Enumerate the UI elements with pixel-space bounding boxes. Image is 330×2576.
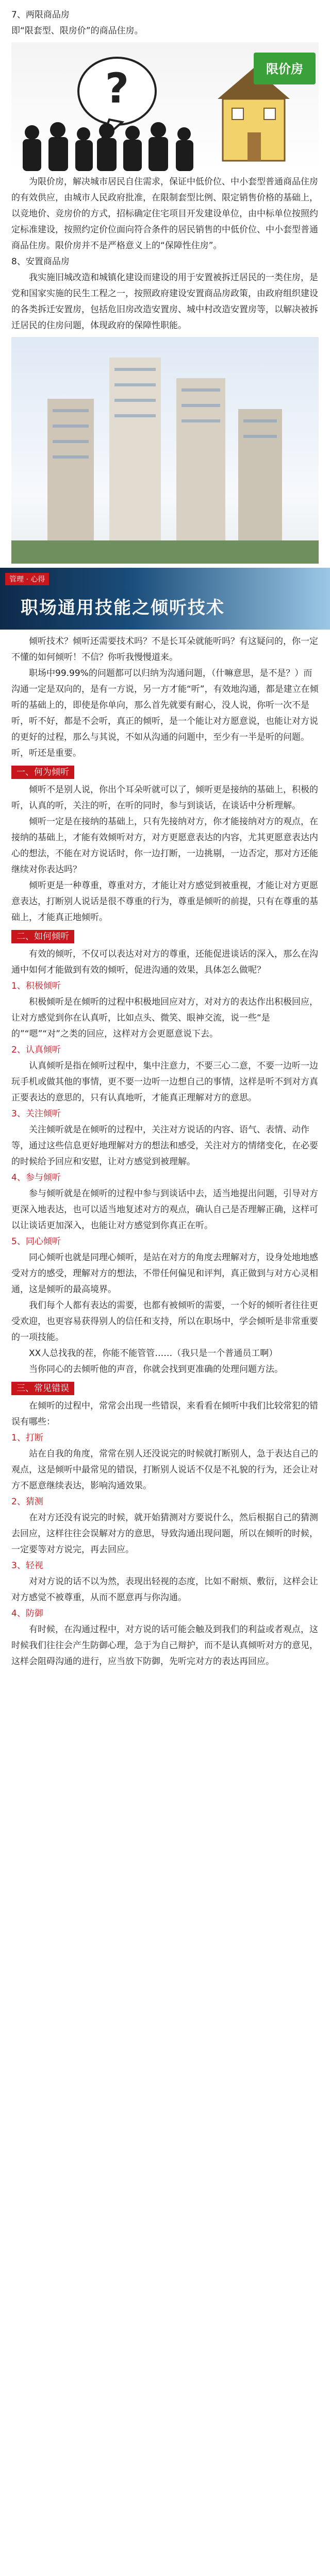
middle-paragraph-2: XX人总找我的茬，你能不能管管……（我只是一个普通员工啊） bbox=[29, 1348, 278, 1359]
section-2-sub-4-text: 参与倾听就是在倾听的过程中参与到谈话中去，适当地提出问题，引导对方更深入地表达，也可以适当地复述对方的观点，确认自己是否理解正确，这样可以让谈话更加深入，也能让对方感觉到你真正在听。 bbox=[11, 1189, 318, 1231]
section-8-text: 我实施旧城改造和城镇化建设而建设的用于安置被拆迁居民的一类住房，是党和国家实施的民生工程之一，按照政府建设安置商品房政策，由政府组织建设的各类拆迁安置房，包括危旧房改造安置房、城中村改造安置房等，以解决被拆迁居民的住房问题，体现政府的保障性职能。 bbox=[11, 273, 318, 331]
section-7-heading: 7、两限商品房 bbox=[11, 10, 70, 20]
section-3-sub-1: 1、打断 bbox=[11, 1433, 43, 1443]
middle-paragraph-3: 当你同心的去倾听他的声音，你就会找到更准确的处理问题方法。 bbox=[29, 1364, 283, 1375]
section-2-sub-1: 1、积极倾听 bbox=[11, 981, 61, 991]
section-7-description: 为限价房，解决城市居民自住需求，保证中低价位、中小套型普通商品住房的有效供应，由城市人民政府批准，在限制套型比例、限定销售价格的基础上，以竞地价、竞房价的方式，招标确定住宅项目开发建设单位，由中标单位按照约定标准建设，按照约定价位面向符合条件的居民销售的中低价位、中小套型普通商品住房。限价房并不是严格意义上的“保障性住房”。 bbox=[11, 177, 318, 251]
buildings-illustration-icon bbox=[11, 337, 319, 564]
price-limited-housing-illustration bbox=[11, 42, 319, 171]
section-2-sub-2: 2、认真倾听 bbox=[11, 1045, 61, 1055]
section-1-paragraph-3: 倾听更是一种尊重，尊重对方，才能让对方感觉到被重视，才能让对方更愿意表达，打断别人说话是很不尊重的行为，尊重是倾听的前提，只有在尊重的基础上，才能真正地倾听。 bbox=[11, 880, 318, 923]
section-2-heading: 二、如何倾听 bbox=[11, 930, 74, 943]
section-2-sub-3: 3、关注倾听 bbox=[11, 1109, 61, 1119]
section-3-sub-1-text: 站在自我的角度，常常在别人还没说完的时候就打断别人，急于表达自己的观点，这是倾听中最常见的错误，打断别人说话不仅是不礼貌的行为，还会让对方不愿意继续表达，影响沟通效果。 bbox=[11, 1449, 318, 1491]
section-3-sub-2-text: 在对方还没有说完的时候，就开始猜测对方要说什么，然后根据自己的猜测去回应，这样往往会误解对方的意思，导致沟通出现问题，所以在倾听的时候，一定要等对方说完，再去回应。 bbox=[11, 1513, 318, 1555]
section-1-paragraph-1: 倾听不是别人说，你出个耳朵听就可以了，倾听更是接纳的基础上，积极的听，认真的听，关注的听，在听的同时，参与到谈话，在谈话中分析理解。 bbox=[11, 785, 318, 811]
section-3-paragraph-1: 在倾听的过程中，常常会出现一些错误，来看看在倾听中我们比较常犯的错误有哪些： bbox=[11, 1401, 318, 1427]
question-mark: ? bbox=[105, 64, 129, 112]
section-3-sub-3: 3、轻视 bbox=[11, 1561, 43, 1571]
section-2-sub-4: 4、参与倾听 bbox=[11, 1173, 61, 1183]
section-8-heading: 8、安置商品房 bbox=[11, 257, 70, 267]
section-2-sub-3-text: 关注倾听就是在倾听的过程中，关注对方说话的内容、语气、表情、动作等，通过这些信息更好地理解对方的想法和感受，关注对方的情绪变化，在必要的时候给予回应和安慰，让对方感觉到被理解。 bbox=[11, 1125, 318, 1167]
section-2-sub-5-text: 同心倾听也就是同理心倾听，是站在对方的角度去理解对方，设身处地地感受对方的感受，理解对方的想法，不带任何偏见和评判，真正做到与对方心灵相通，这是倾听的最高境界。 bbox=[11, 1252, 318, 1295]
intro-paragraph-1: 倾听技术？倾听还需要技术吗？不是长耳朵就能听吗？有这疑问的，你一定不懂的如何倾听！不信？你听我慢慢道来。 bbox=[11, 636, 318, 663]
section-3-sub-3-text: 对对方说的话不以为然，表现出轻视的态度，比如不耐烦、敷衍，这样会让对方感觉不被尊重，从而不愿意再与你沟通。 bbox=[11, 1577, 318, 1603]
section-3-sub-4: 4、防御 bbox=[11, 1608, 43, 1619]
section-7-text: 即“限套型、限房价”的商品住房。 bbox=[11, 26, 143, 36]
section-2-sub-2-text: 认真倾听是指在倾听过程中，集中注意力，不要三心二意，不要一边听一边玩手机或做其他的事情，更不要一边听一边想自己的事情，这样是听不到对方真正要表达的意思的，只有认真地听，才能真正理解对方的意思。 bbox=[11, 1061, 318, 1103]
section-3-sub-2: 2、猜测 bbox=[11, 1497, 43, 1507]
middle-paragraph-1: 我们每个人都有表达的需要，也都有被倾听的需要，一个好的倾听者往往更受欢迎，也更容易获得别人的信任和支持，所以在职场中，学会倾听是非常重要的一项技能。 bbox=[11, 1300, 318, 1343]
banner-title: 职场通用技能之倾听技术 bbox=[21, 598, 225, 618]
price-limited-sign: 限价房 bbox=[266, 62, 303, 76]
section-2-paragraph-1: 有效的倾听，不仅可以表达对对方的尊重，还能促进谈话的深入，那么在沟通中如何才能做到有效的倾听，促进沟通的效果，具体怎么做呢？ bbox=[11, 949, 318, 975]
apartment-buildings-photo bbox=[11, 337, 319, 564]
section-2-sub-5: 5、同心倾听 bbox=[11, 1236, 61, 1247]
section-3-sub-4-text: 有时候，在沟通过程中，对方说的话可能会触及到我们的利益或者观点，这时候我们往往会产生防御心理，急于为自己辩护，而不是认真倾听对方的意见，这样会阻碍沟通的进行，应当放下防御，先听完对方的表达再回应。 bbox=[11, 1624, 318, 1667]
section-1-heading: 一、何为倾听 bbox=[11, 766, 74, 779]
section-1-paragraph-2: 倾听一定是在接纳的基础上，只有先接纳对方，你才能接纳对方的观点，在接纳的基础上，才能有效倾听对方，对方更愿意表达的内容，尤其更愿意表达内心的想法，不能在对方说话时，你一边打断，一边挑剔，一边否定，那对方还能继续对你表达吗？ bbox=[11, 817, 318, 875]
section-2-sub-1-text: 积极倾听是在倾听的过程中积极地回应对方，对对方的表达作出积极回应，让对方感觉到你在认真听，比如点头、微笑、眼神交流，说一些“是的”“嗯”“对”之类的回应，这样对方会更愿意说下去。 bbox=[11, 997, 318, 1039]
management-banner bbox=[0, 568, 330, 630]
intro-paragraph-2: 职场中99.99%的问题都可以归纳为沟通问题，（什嘛意思，是不是？）而沟通一定是双向的，是有一方说，另一方才能“听”，有效地沟通，都是建立在倾听的基础上的，即使是你单向，那么首先就要有耐心，没人说，你听一次不是听，听不好，都是不会听，真正的倾听，是一个能让对方愿意说，也能让对方说的更好的过程，那么与其说，不如从沟通的问题中，至少有一半是听的问题。听，听还是重要。 bbox=[11, 668, 319, 758]
section-3-heading: 三、常见错误 bbox=[11, 1382, 74, 1395]
banner-tag: 管理 · 心得 bbox=[5, 573, 49, 585]
